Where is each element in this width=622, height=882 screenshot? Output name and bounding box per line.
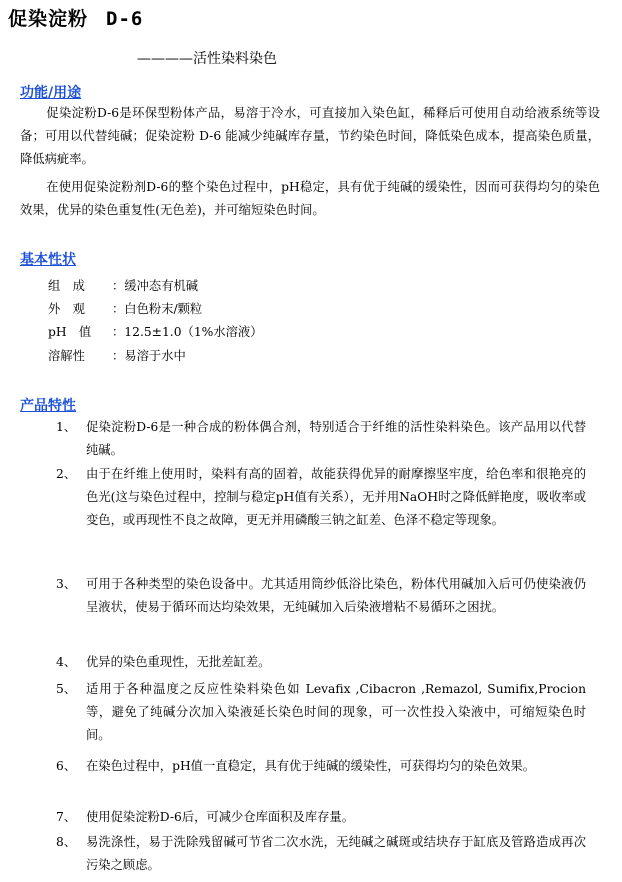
property-row-composition [48, 276, 198, 294]
section-heading-features: 产品特性 [20, 398, 76, 414]
product-subtitle: ————活性染料染色 [137, 51, 277, 67]
property-label: 外 观 [48, 302, 85, 316]
property-value: ：易溶于水中 [112, 349, 186, 363]
feature-number: 6、 [56, 759, 77, 773]
feature-item-1 [56, 416, 586, 462]
function-paragraph-2-text: 在使用促染淀粉剂D-6的整个染色过程中，pH稳定，具有优于纯碱的缓染性，因而可获得均匀的染色效果，优异的染色重复性(无色差)，并可缩短染色时间。 [20, 180, 600, 217]
property-label: 溶解性 [48, 349, 85, 363]
function-paragraph-1 [20, 102, 600, 170]
property-label: pH 值 [48, 325, 92, 339]
product-code: D-6 [106, 8, 144, 30]
function-paragraph-1-text: 促染淀粉D-6是环保型粉体产品，易溶于冷水，可直接加入染色缸，稀释后可使用自动给液系统等设备；可用以代替纯碱；促染淀粉 D-6 能减少纯碱库存量，节约染色时间，降低染色成本，提高染色质量，降低病疵率。 [20, 106, 600, 166]
feature-text: 在染色过程中，pH值一直稳定，具有优于纯碱的缓染性，可获得均匀的染色效果。 [86, 759, 535, 773]
property-row-appearance [48, 299, 202, 317]
feature-item-8 [56, 831, 586, 877]
property-value: ：12.5±1.0（1%水溶液） [112, 325, 263, 339]
property-value: ：白色粉末/颗粒 [112, 302, 203, 316]
feature-item-5 [56, 678, 586, 746]
feature-number: 8、 [56, 835, 77, 849]
feature-item-4 [56, 651, 586, 674]
property-row-solubility [48, 346, 186, 364]
property-value: ：缓冲态有机碱 [112, 279, 199, 293]
product-name: 促染淀粉 [8, 8, 89, 30]
feature-number: 3、 [56, 577, 77, 591]
feature-item-6 [56, 755, 586, 778]
feature-number: 1、 [56, 420, 77, 434]
property-label: 组 成 [48, 279, 85, 293]
feature-text: 可用于各种类型的染色设备中。尤其适用筒纱低浴比染色，粉体代用碱加入后可仍使染液仍呈液状，使易于循环而达均染效果，无纯碱加入后染液增粘不易循环之困扰。 [86, 577, 586, 614]
feature-item-3 [56, 573, 586, 619]
feature-item-2 [56, 463, 586, 531]
feature-text: 使用促染淀粉D-6后，可减少仓库面积及库存量。 [86, 810, 355, 824]
feature-text: 优异的染色重现性，无批差缸差。 [86, 655, 271, 669]
feature-number: 5、 [56, 682, 77, 696]
feature-number: 7、 [56, 810, 77, 824]
feature-text: 适用于各种温度之反应性染料染色如 Levafix ,Cibacron ,Remazol, Sumifix,Procion等，避免了纯碱分次加入染液延长染色时间的现象，可一次性投入染液中，可缩短染色时间。 [86, 682, 586, 742]
feature-item-7 [56, 806, 586, 829]
property-row-ph [48, 322, 263, 340]
function-paragraph-2 [20, 176, 600, 222]
feature-number: 4、 [56, 655, 77, 669]
feature-number: 2、 [56, 467, 77, 481]
product-title [8, 4, 143, 31]
feature-text: 由于在纤维上使用时，染料有高的固着，故能获得优异的耐摩擦坚牢度，给色率和很艳亮的色光(这与染色过程中，控制与稳定pH值有关系），无并用NaOH时之降低鲜艳度，吸收率或变色，或再现性不良之故障，更无并用磷酸三钠之缸差、色泽不稳定等现象。 [86, 467, 586, 527]
feature-text: 促染淀粉D-6是一种合成的粉体偶合剂，特别适合于纤维的活性染料染色。该产品用以代替纯碱。 [86, 420, 586, 457]
section-heading-properties: 基本性状 [20, 252, 76, 268]
feature-text: 易洗涤性，易于洗除残留碱可节省二次水洗，无纯碱之碱斑或结块存于缸底及管路造成再次污染之顾虑。 [86, 835, 586, 872]
section-heading-function: 功能/用途 [20, 85, 82, 101]
